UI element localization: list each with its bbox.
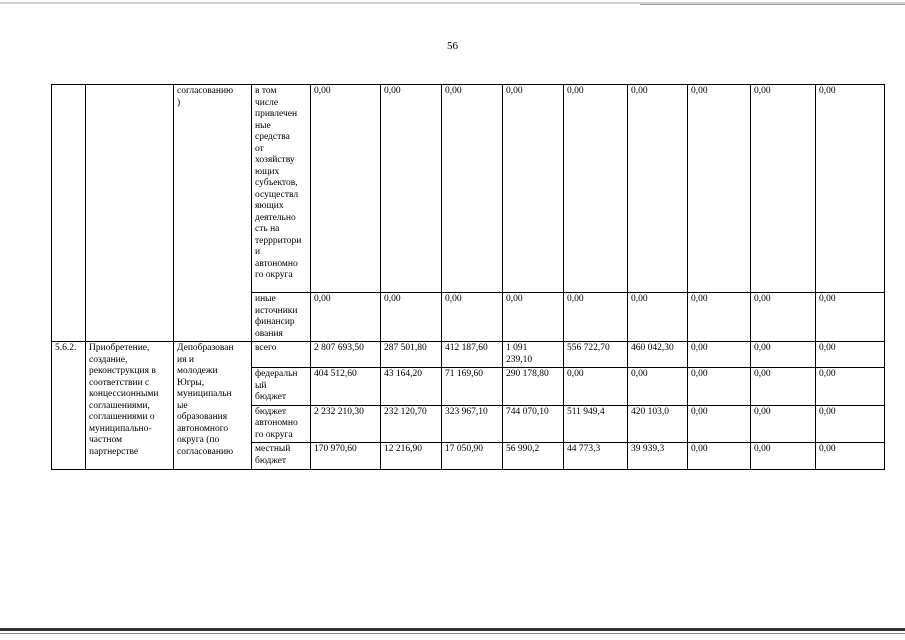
value-cell: 0,00 [311, 85, 381, 293]
item-number-cell-cont [52, 85, 86, 342]
value-cell: 0,00 [688, 293, 751, 342]
value-cell: 39 939,3 [628, 443, 688, 470]
value-cell: 0,00 [751, 443, 816, 470]
value-cell: 0,00 [816, 342, 885, 368]
value-cell: 0,00 [751, 405, 816, 443]
value-cell: 0,00 [816, 293, 885, 342]
value-cell: 0,00 [628, 85, 688, 293]
value-cell: 44 773,3 [564, 443, 628, 470]
executor-cell-cont: согласованию ) [174, 85, 252, 342]
value-cell: 287 501,80 [381, 342, 442, 368]
value-cell: 0,00 [564, 293, 628, 342]
value-cell: 71 169,60 [442, 368, 503, 406]
scan-top-edge-dark [640, 4, 905, 5]
source-cell: всего [252, 342, 311, 368]
value-cell: 556 722,70 [564, 342, 628, 368]
value-cell: 0,00 [751, 342, 816, 368]
value-cell: 170 970,60 [311, 443, 381, 470]
source-cell: местный бюджет [252, 443, 311, 470]
scan-bottom-edge [0, 628, 905, 631]
source-cell: бюджет автономно го округа [252, 405, 311, 443]
value-cell: 232 120,70 [381, 405, 442, 443]
value-cell: 460 042,30 [628, 342, 688, 368]
value-cell: 43 164,20 [381, 368, 442, 406]
value-cell: 0,00 [442, 85, 503, 293]
value-cell: 290 178,80 [503, 368, 564, 406]
value-cell: 0,00 [628, 368, 688, 406]
value-cell: 0,00 [816, 405, 885, 443]
value-cell: 412 187,60 [442, 342, 503, 368]
value-cell: 0,00 [442, 293, 503, 342]
source-cell: федеральн ый бюджет [252, 368, 311, 406]
value-cell: 0,00 [311, 293, 381, 342]
value-cell: 744 070,10 [503, 405, 564, 443]
value-cell: 511 949,4 [564, 405, 628, 443]
source-cell: иные источники финансир ования [252, 293, 311, 342]
value-cell: 0,00 [688, 85, 751, 293]
table-row [52, 85, 885, 293]
table-row [52, 342, 885, 368]
value-cell: 56 990,2 [503, 443, 564, 470]
item-name-cell: Приобретение, создание, реконструкция в соответствии с концессионными соглашениями, соглашениями о муниципально- частном партнерстве [86, 342, 174, 470]
source-cell: в том числе привлечен ные средства от хозяйству ющих субъектов, осуществл яющих деятельно сть на террритори и автономно го округа [252, 85, 311, 293]
value-cell: 0,00 [564, 368, 628, 406]
value-cell: 1 091 239,10 [503, 342, 564, 368]
value-cell: 0,00 [381, 293, 442, 342]
value-cell: 12 216,90 [381, 443, 442, 470]
value-cell: 0,00 [628, 293, 688, 342]
scan-bottom-edge-thin [0, 633, 905, 634]
value-cell: 0,00 [564, 85, 628, 293]
executor-cell: Депобразован ия и молодежи Югры, муниципальн ые образования автономного округа (по согласованию [174, 342, 252, 470]
value-cell: 0,00 [751, 293, 816, 342]
value-cell: 2 232 210,30 [311, 405, 381, 443]
value-cell: 2 807 693,50 [311, 342, 381, 368]
budget-table [51, 84, 885, 470]
value-cell: 0,00 [751, 368, 816, 406]
value-cell: 17 050,90 [442, 443, 503, 470]
value-cell: 0,00 [816, 85, 885, 293]
item-name-cell-cont [86, 85, 174, 342]
value-cell: 0,00 [503, 293, 564, 342]
value-cell: 0,00 [816, 443, 885, 470]
value-cell: 323 967,10 [442, 405, 503, 443]
value-cell: 0,00 [688, 443, 751, 470]
value-cell: 0,00 [751, 85, 816, 293]
value-cell: 0,00 [816, 368, 885, 406]
value-cell: 420 103,0 [628, 405, 688, 443]
value-cell: 404 512,60 [311, 368, 381, 406]
value-cell: 0,00 [503, 85, 564, 293]
item-number-cell: 5.6.2. [52, 342, 86, 470]
value-cell: 0,00 [688, 405, 751, 443]
value-cell: 0,00 [381, 85, 442, 293]
value-cell: 0,00 [688, 342, 751, 368]
page-number: 56 [447, 40, 458, 52]
value-cell: 0,00 [688, 368, 751, 406]
